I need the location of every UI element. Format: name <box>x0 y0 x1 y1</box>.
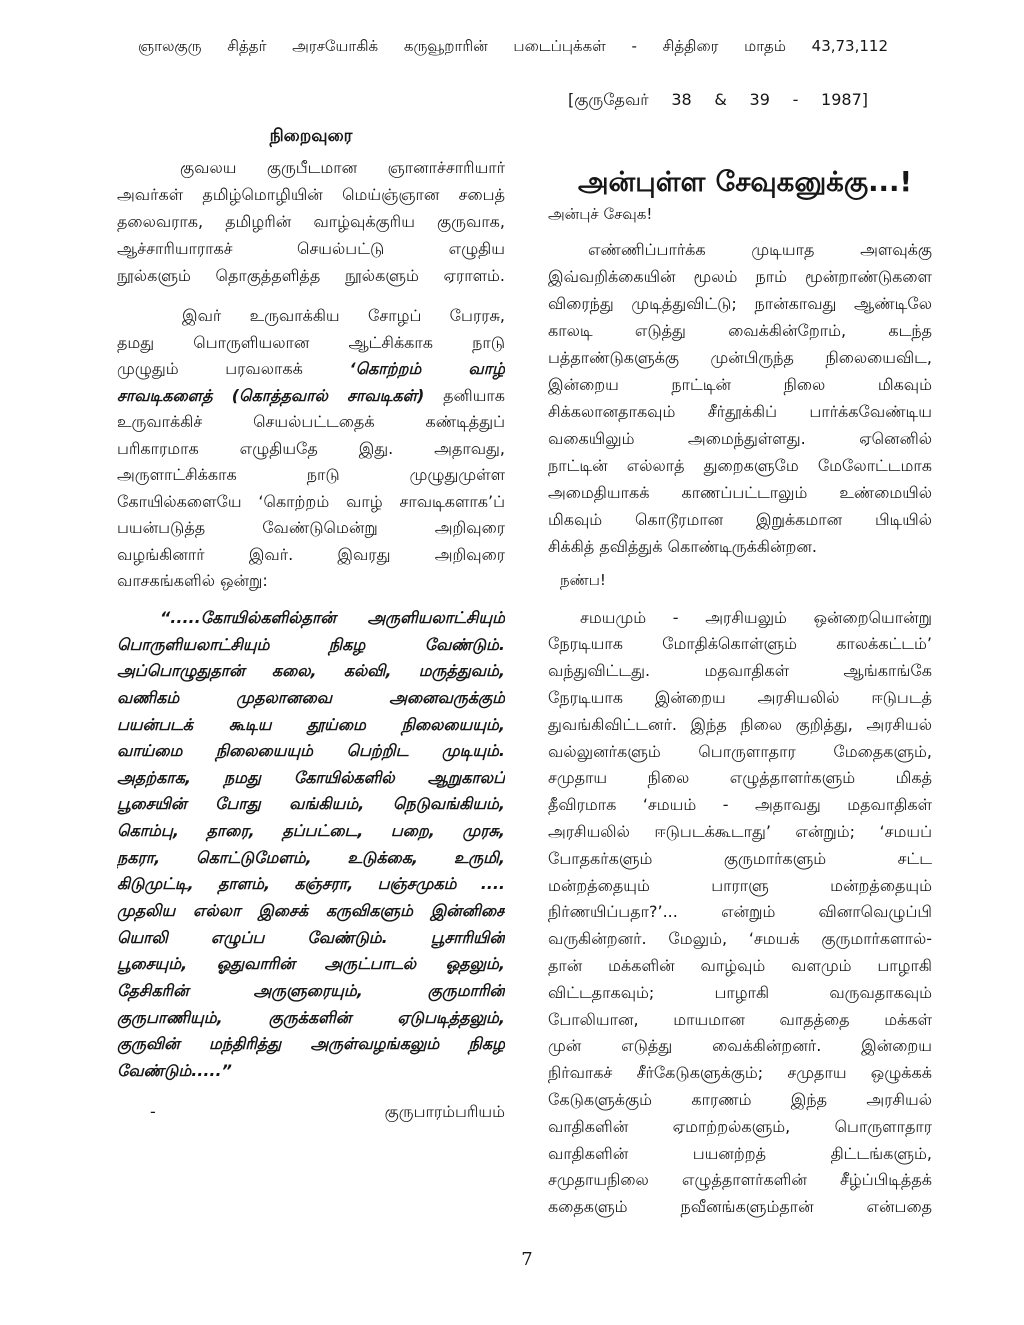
line-text: தனியாக <box>443 385 505 405</box>
letter-paragraph-2 <box>548 605 932 1221</box>
paragraph-line: தமது பொருளியலான ஆட்சிக்காக நாடு <box>117 332 505 352</box>
paragraph-line: வருகின்றனர். மேலும், ‘சமயக் குருமார்களால்- <box>548 929 932 949</box>
page-number <box>512 1247 542 1273</box>
quote-line: “.....கோயில்களில்தான் அருளியலாட்சியும் <box>160 608 505 627</box>
quote-line: கொம்பு, தாரை, தப்பட்டை, பறை, முரசு, <box>117 821 505 841</box>
paragraph-line: நேரடியாக இன்றைய அரசியலில் ஈடுபடத் <box>548 687 932 707</box>
paragraph-line: கதைகளும் நவீனங்களும்தான் என்பதை <box>548 1197 932 1217</box>
quote-line: யொலி எழுப்ப வேண்டும். பூசாரியின் <box>117 927 505 947</box>
letter-title <box>578 160 912 204</box>
paragraph-line: நூல்களும் தொகுத்தளித்த நூல்களும் ஏராளம். <box>117 266 505 285</box>
quote-block <box>117 605 505 1085</box>
paragraph-line: பரிகாரமாக எழுதியதே இது. அதாவது, <box>117 438 505 458</box>
letter-title-text: அன்புள்ள சேவுகனுக்கு...! <box>578 166 912 198</box>
paragraph-line: வகையிலும் அமைந்துள்ளது. ஏனெனில் <box>548 428 932 448</box>
issue-text: [குருதேவர் 38 & 39 - 1987] <box>568 90 868 109</box>
paragraph-line: வாசகங்களில் ஒன்று: <box>117 571 268 590</box>
context-paragraph <box>117 303 505 595</box>
paragraph-line: வாதிகளின் ஏமாற்றல்களும், பொருளாதார <box>548 1116 932 1136</box>
paragraph-line: போலியான, மாயமான வாதத்தை மக்கள் <box>548 1009 932 1029</box>
paragraph-line: இவ்வறிக்கையின் மூலம் நாம் மூன்றாண்டுகளை <box>548 266 932 286</box>
paragraph-line <box>117 383 505 410</box>
paragraph-line <box>117 356 505 383</box>
paragraph-line: விரைந்து முடித்துவிட்டு; நான்காவது ஆண்டிலே <box>548 293 932 313</box>
paragraph-line: அரசியலில் ஈடுபடக்கூடாது’ என்றும்; ‘சமயப் <box>548 821 932 841</box>
paragraph-line: துவங்கிவிட்டனர். இந்த நிலை குறித்து, அரசியல் <box>548 714 932 734</box>
page-number-text: 7 <box>521 1249 533 1270</box>
emphasis-text: சாவடிகளைத் (கொத்தவால் சாவடிகள்) <box>117 385 425 405</box>
attribution-source-text: குருபாரம்பரியம் <box>384 1102 505 1121</box>
paragraph-line: இவர் உருவாக்கிய சோழப் பேரரசு, <box>182 306 505 325</box>
running-header <box>138 34 888 58</box>
paragraph-line: எண்ணிப்பார்க்க முடியாத அளவுக்கு <box>588 239 932 259</box>
paragraph-line: உருவாக்கிச் செயல்பட்டதைக் கண்டித்துப் <box>117 412 505 431</box>
paragraph-line: பத்தாண்டுகளுக்கு முன்பிருந்த நிலையைவிட, <box>548 347 932 367</box>
paragraph-line: அமைதியாகக் காணப்பட்டாலும் உண்மையில் <box>548 482 932 502</box>
paragraph-line: விட்டதாகவும்; பாழாகி வருவதாகவும் <box>548 982 932 1002</box>
paragraph-line: நேரடியாக மோதிக்கொள்ளும் காலக்கட்டம்’ <box>548 634 932 654</box>
quote-line: பொருளியலாட்சியும் நிகழ வேண்டும். <box>117 634 505 654</box>
paragraph-line: நாட்டின் எல்லாத் துறைகளுமே மேலோட்டமாக <box>548 455 932 475</box>
quote-line: அப்பொழுதுதான் கலை, கல்வி, மருத்துவம், <box>117 661 505 681</box>
attribution-source <box>360 1100 505 1124</box>
quote-line: குருவின் மந்திரித்து அருள்வழங்கலும் நிகழ <box>117 1034 505 1054</box>
quote-line: பூசையும், ஓதுவாரின் அருட்பாடல் ஓதலும், <box>117 954 505 974</box>
quote-line: தேசிகரின் அருளுரையும், குருமாரின் <box>117 980 505 1000</box>
paragraph-line: சமயமும் - அரசியலும் ஒன்றையொன்று <box>580 607 932 627</box>
paragraph-line: தீவிரமாக ‘சமயம் - அதாவது மதவாதிகள் <box>548 795 932 815</box>
paragraph-line: வல்லுனர்களும் பொருளாதார மேதைகளும், <box>548 741 932 761</box>
paragraph-line: காலடி எடுத்து வைக்கின்றோம், கடந்த <box>548 320 932 340</box>
paragraph-line: அருளாட்சிக்காக நாடு முழுதுமுள்ள <box>117 465 505 484</box>
attribution-dash <box>150 1100 170 1124</box>
paragraph-line: தான் மக்களின் வாழ்வும் வளமும் பாழாகி <box>548 955 932 975</box>
attribution-dash-text: - <box>150 1102 156 1121</box>
paragraph-line: மிகவும் கொடூரமான இறுக்கமான பிடியில் <box>548 509 932 529</box>
quote-line: பயன்படக் கூடிய தூய்மை நிலையையும், <box>117 714 505 734</box>
quote-line: வாய்மை நிலையையும் பெற்றிட முடியும். <box>117 741 505 761</box>
quote-line: கிடுமுட்டி, தாளம், கஞ்சரா, பஞ்சமுகம் .... <box>117 874 505 894</box>
quote-line: குருபாணியும், குருக்களின் ஏடுபடித்தலும், <box>117 1007 505 1027</box>
paragraph-line: இன்றைய நாட்டின் நிலை மிகவும் <box>548 374 932 394</box>
intro-paragraph <box>117 154 505 289</box>
paragraph-line: முன் எடுத்து வைக்கின்றனர். இன்றைய <box>548 1036 932 1056</box>
quote-line: முதலிய எல்லா இசைக் கருவிகளும் இன்னிசை <box>117 901 505 921</box>
section-heading-text: நிறைவுரை <box>269 126 353 146</box>
paragraph-line: தலைவராக, தமிழரின் வாழ்வுக்குரிய குருவாக, <box>117 212 505 231</box>
paragraph-line: மன்றத்தையும் பாராளு மன்றத்தையும் <box>548 875 932 895</box>
letter-address <box>560 568 680 592</box>
line-text: முழுதும் பரவலாகக் <box>117 359 303 378</box>
issue-label <box>568 88 868 112</box>
letter-paragraph-1 <box>548 236 932 560</box>
running-title: ஞாலகுரு சித்தர் அரசயோகிக் கருவூறாரின் படைப்புக்கள் - சித்திரை மாதம் 43,73,112 <box>138 37 888 55</box>
quote-line: வணிகம் முதலானவை அனைவருக்கும் <box>117 687 505 707</box>
paragraph-line: சமுதாய நிலை எழுத்தாளர்களும் மிகத் <box>548 768 932 788</box>
paragraph-line: நிர்ணயிப்பதா?’... என்றும் வினாவெழுப்பி <box>548 902 932 922</box>
quote-line: அதற்காக, நமது கோயில்களில் ஆறுகாலப் <box>117 767 505 787</box>
paragraph-line: பயன்படுத்த வேண்டுமென்று அறிவுரை <box>117 518 505 537</box>
emphasis-text: ‘கொற்றம் வாழ் <box>349 359 505 378</box>
quote-line: நகரா, கொட்டுமேளம், உடுக்கை, உருமி, <box>117 847 505 867</box>
paragraph-line: வந்துவிட்டது. மதவாதிகள் ஆங்காங்கே <box>548 661 932 681</box>
paragraph-line: நிர்வாகச் சீர்கேடுகளுக்கும்; சமுதாய ஒழுக்கக் <box>548 1063 932 1083</box>
paragraph-line: சிக்கலானதாகவும் சீர்தூக்கிப் பார்க்கவேண்டிய <box>548 401 932 421</box>
paragraph-line: ஆச்சாரியாராகச் செயல்பட்டு எழுதிய <box>117 239 505 258</box>
salutation-text: அன்புச் சேவுக! <box>548 205 653 223</box>
paragraph-line: அவர்கள் தமிழ்மொழியின் மெய்ஞ்ஞான சபைத் <box>117 185 505 204</box>
quote-line: பூசையின் போது வங்கியம், நெடுவங்கியம், <box>117 794 505 814</box>
paragraph-line: போதகர்களும் குருமார்களும் சட்ட <box>548 848 932 868</box>
paragraph-line: கோயில்களையே ‘கொற்றம் வாழ் சாவடிகளாக’ப் <box>117 491 505 511</box>
section-heading <box>117 124 505 148</box>
paragraph-line: சிக்கித் தவித்துக் கொண்டிருக்கின்றன. <box>548 536 817 556</box>
paragraph-line: சமுதாயநிலை எழுத்தாளர்களின் சீழ்ப்பிடித்தக் <box>548 1170 932 1190</box>
paragraph-line: வாதிகளின் பயனற்றத் திட்டங்களும், <box>548 1143 932 1163</box>
paragraph-line: கேடுகளுக்கும் காரணம் இந்த அரசியல் <box>548 1089 932 1109</box>
letter-salutation <box>548 202 748 226</box>
paragraph-line: குவலய குருபீடமான ஞானாச்சாரியார் <box>180 158 505 177</box>
address-text: நண்ப! <box>560 571 606 589</box>
paragraph-line: வழங்கினார் இவர். இவரது அறிவுரை <box>117 544 505 564</box>
quote-line: வேண்டும்.....” <box>117 1060 232 1080</box>
